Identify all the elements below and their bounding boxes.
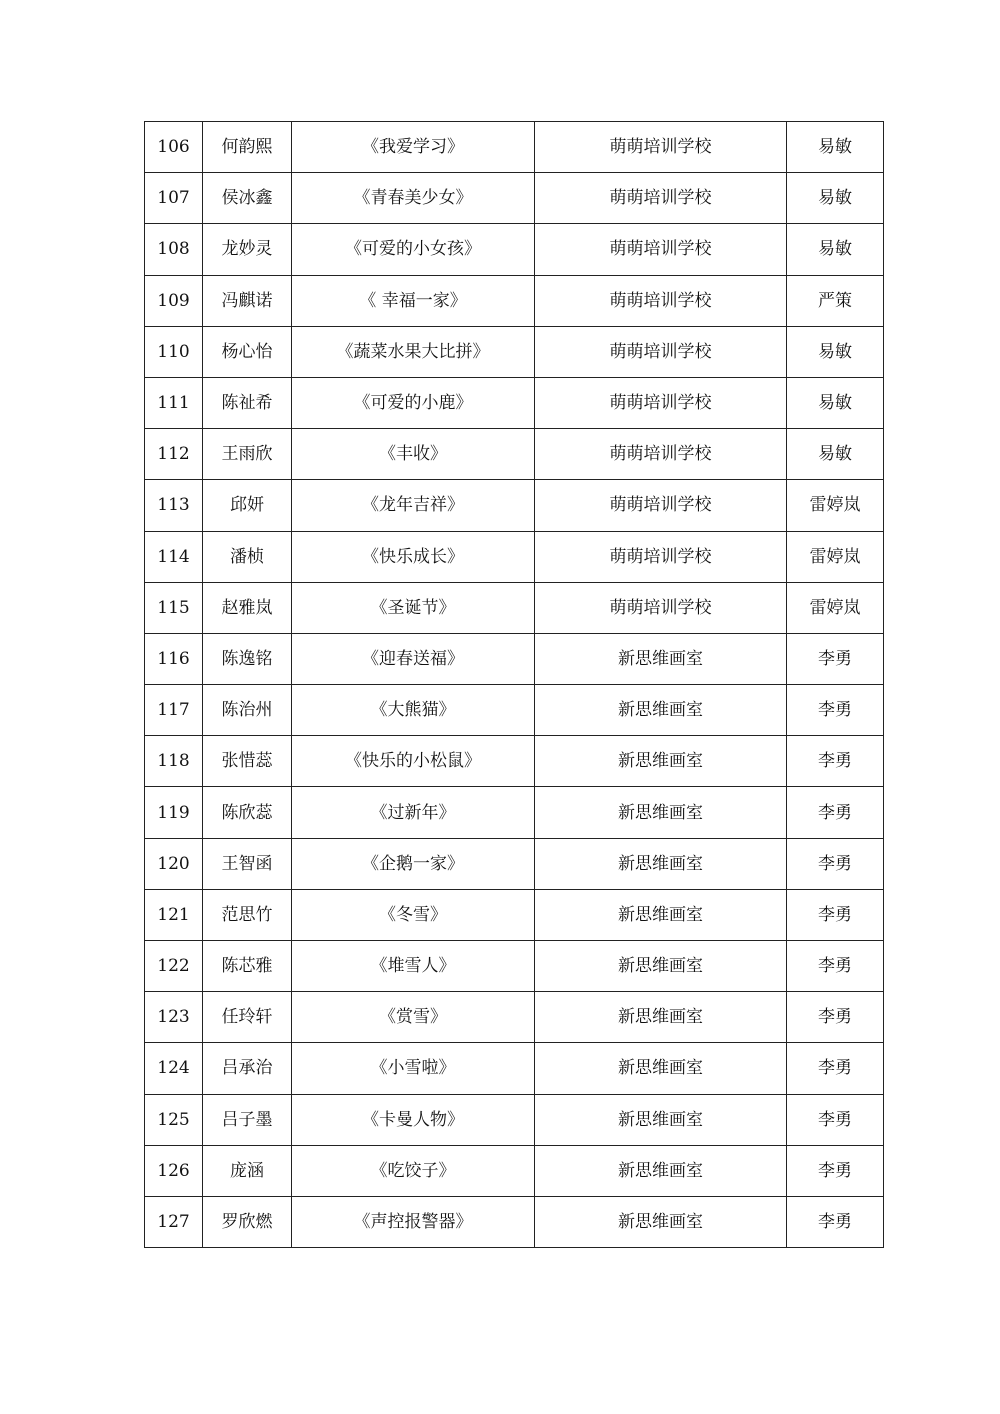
school-name-cell: 萌萌培训学校 (535, 429, 787, 480)
artwork-title-cell: 《青春美少女》 (292, 173, 535, 224)
artwork-title-cell: 《圣诞节》 (292, 582, 535, 633)
artwork-title-cell: 《大熊猫》 (292, 685, 535, 736)
school-name-cell: 萌萌培训学校 (535, 480, 787, 531)
entry-number-cell: 126 (145, 1145, 203, 1196)
entry-number-cell: 120 (145, 838, 203, 889)
school-name-cell: 萌萌培训学校 (535, 224, 787, 275)
entry-number-cell: 119 (145, 787, 203, 838)
entry-number-cell: 123 (145, 992, 203, 1043)
artwork-title-cell: 《快乐的小松鼠》 (292, 736, 535, 787)
table-row (145, 582, 884, 633)
entry-number-cell: 113 (145, 480, 203, 531)
student-name-cell: 任玲轩 (203, 992, 292, 1043)
table-row (145, 1196, 884, 1247)
teacher-name-cell: 雷婷岚 (787, 582, 884, 633)
artwork-title-cell: 《企鹅一家》 (292, 838, 535, 889)
entry-number-cell: 111 (145, 377, 203, 428)
school-name-cell: 萌萌培训学校 (535, 531, 787, 582)
artwork-title-cell: 《可爱的小女孩》 (292, 224, 535, 275)
artwork-title-cell: 《吃饺子》 (292, 1145, 535, 1196)
teacher-name-cell: 李勇 (787, 1094, 884, 1145)
school-name-cell: 新思维画室 (535, 838, 787, 889)
school-name-cell: 新思维画室 (535, 941, 787, 992)
entry-number-cell: 117 (145, 685, 203, 736)
teacher-name-cell: 李勇 (787, 1043, 884, 1094)
entry-number-cell: 118 (145, 736, 203, 787)
teacher-name-cell: 李勇 (787, 685, 884, 736)
entries-table-body (145, 122, 884, 1248)
school-name-cell: 新思维画室 (535, 992, 787, 1043)
student-name-cell: 王智函 (203, 838, 292, 889)
school-name-cell: 新思维画室 (535, 1145, 787, 1196)
teacher-name-cell: 李勇 (787, 992, 884, 1043)
entry-number-cell: 108 (145, 224, 203, 275)
teacher-name-cell: 雷婷岚 (787, 531, 884, 582)
school-name-cell: 新思维画室 (535, 787, 787, 838)
entry-number-cell: 114 (145, 531, 203, 582)
school-name-cell: 新思维画室 (535, 1196, 787, 1247)
entry-number-cell: 127 (145, 1196, 203, 1247)
table-row (145, 377, 884, 428)
teacher-name-cell: 易敏 (787, 326, 884, 377)
artwork-title-cell: 《快乐成长》 (292, 531, 535, 582)
teacher-name-cell: 李勇 (787, 889, 884, 940)
student-name-cell: 冯麒诺 (203, 275, 292, 326)
student-name-cell: 陈治州 (203, 685, 292, 736)
student-name-cell: 赵雅岚 (203, 582, 292, 633)
artwork-title-cell: 《冬雪》 (292, 889, 535, 940)
table-row (145, 224, 884, 275)
artwork-title-cell: 《过新年》 (292, 787, 535, 838)
student-name-cell: 吕子墨 (203, 1094, 292, 1145)
artwork-title-cell: 《龙年吉祥》 (292, 480, 535, 531)
table-row (145, 429, 884, 480)
student-name-cell: 何韵熙 (203, 122, 292, 173)
student-name-cell: 陈芯雅 (203, 941, 292, 992)
student-name-cell: 邱妍 (203, 480, 292, 531)
table-row (145, 1094, 884, 1145)
student-name-cell: 罗欣燃 (203, 1196, 292, 1247)
artwork-title-cell: 《可爱的小鹿》 (292, 377, 535, 428)
entry-number-cell: 124 (145, 1043, 203, 1094)
artwork-title-cell: 《堆雪人》 (292, 941, 535, 992)
school-name-cell: 萌萌培训学校 (535, 122, 787, 173)
entry-number-cell: 121 (145, 889, 203, 940)
entry-number-cell: 125 (145, 1094, 203, 1145)
teacher-name-cell: 易敏 (787, 429, 884, 480)
entry-number-cell: 122 (145, 941, 203, 992)
teacher-name-cell: 严策 (787, 275, 884, 326)
table-row (145, 1145, 884, 1196)
table-row (145, 941, 884, 992)
table-row (145, 838, 884, 889)
teacher-name-cell: 易敏 (787, 224, 884, 275)
student-name-cell: 龙妙灵 (203, 224, 292, 275)
teacher-name-cell: 李勇 (787, 633, 884, 684)
table-row (145, 122, 884, 173)
school-name-cell: 萌萌培训学校 (535, 275, 787, 326)
entry-number-cell: 112 (145, 429, 203, 480)
table-row (145, 173, 884, 224)
student-name-cell: 潘桢 (203, 531, 292, 582)
teacher-name-cell: 李勇 (787, 1145, 884, 1196)
school-name-cell: 新思维画室 (535, 889, 787, 940)
entry-number-cell: 109 (145, 275, 203, 326)
student-name-cell: 张惜蕊 (203, 736, 292, 787)
table-row (145, 992, 884, 1043)
school-name-cell: 萌萌培训学校 (535, 582, 787, 633)
school-name-cell: 萌萌培训学校 (535, 173, 787, 224)
school-name-cell: 新思维画室 (535, 1094, 787, 1145)
teacher-name-cell: 李勇 (787, 838, 884, 889)
entry-number-cell: 116 (145, 633, 203, 684)
teacher-name-cell: 李勇 (787, 1196, 884, 1247)
teacher-name-cell: 易敏 (787, 377, 884, 428)
table-row (145, 1043, 884, 1094)
artwork-title-cell: 《丰收》 (292, 429, 535, 480)
table-row (145, 275, 884, 326)
student-name-cell: 陈欣蕊 (203, 787, 292, 838)
student-name-cell: 范思竹 (203, 889, 292, 940)
teacher-name-cell: 李勇 (787, 787, 884, 838)
student-name-cell: 庞涵 (203, 1145, 292, 1196)
entry-number-cell: 110 (145, 326, 203, 377)
teacher-name-cell: 李勇 (787, 736, 884, 787)
student-name-cell: 侯冰鑫 (203, 173, 292, 224)
school-name-cell: 新思维画室 (535, 736, 787, 787)
student-name-cell: 杨心怡 (203, 326, 292, 377)
entry-number-cell: 106 (145, 122, 203, 173)
table-row (145, 326, 884, 377)
student-name-cell: 陈祉希 (203, 377, 292, 428)
artwork-title-cell: 《小雪啦》 (292, 1043, 535, 1094)
teacher-name-cell: 雷婷岚 (787, 480, 884, 531)
teacher-name-cell: 李勇 (787, 941, 884, 992)
school-name-cell: 新思维画室 (535, 1043, 787, 1094)
artwork-title-cell: 《蔬菜水果大比拼》 (292, 326, 535, 377)
table-row (145, 787, 884, 838)
artwork-title-cell: 《卡曼人物》 (292, 1094, 535, 1145)
artwork-title-cell: 《我爱学习》 (292, 122, 535, 173)
table-row (145, 531, 884, 582)
teacher-name-cell: 易敏 (787, 122, 884, 173)
artwork-title-cell: 《迎春送福》 (292, 633, 535, 684)
table-row (145, 685, 884, 736)
artwork-title-cell: 《声控报警器》 (292, 1196, 535, 1247)
table-row (145, 480, 884, 531)
entry-number-cell: 115 (145, 582, 203, 633)
student-name-cell: 陈逸铭 (203, 633, 292, 684)
teacher-name-cell: 易敏 (787, 173, 884, 224)
table-row (145, 889, 884, 940)
entries-table (144, 121, 884, 1248)
artwork-title-cell: 《 幸福一家》 (292, 275, 535, 326)
school-name-cell: 萌萌培训学校 (535, 377, 787, 428)
table-row (145, 736, 884, 787)
student-name-cell: 王雨欣 (203, 429, 292, 480)
student-name-cell: 吕承治 (203, 1043, 292, 1094)
school-name-cell: 新思维画室 (535, 633, 787, 684)
artwork-title-cell: 《赏雪》 (292, 992, 535, 1043)
entry-number-cell: 107 (145, 173, 203, 224)
school-name-cell: 新思维画室 (535, 685, 787, 736)
school-name-cell: 萌萌培训学校 (535, 326, 787, 377)
table-row (145, 633, 884, 684)
